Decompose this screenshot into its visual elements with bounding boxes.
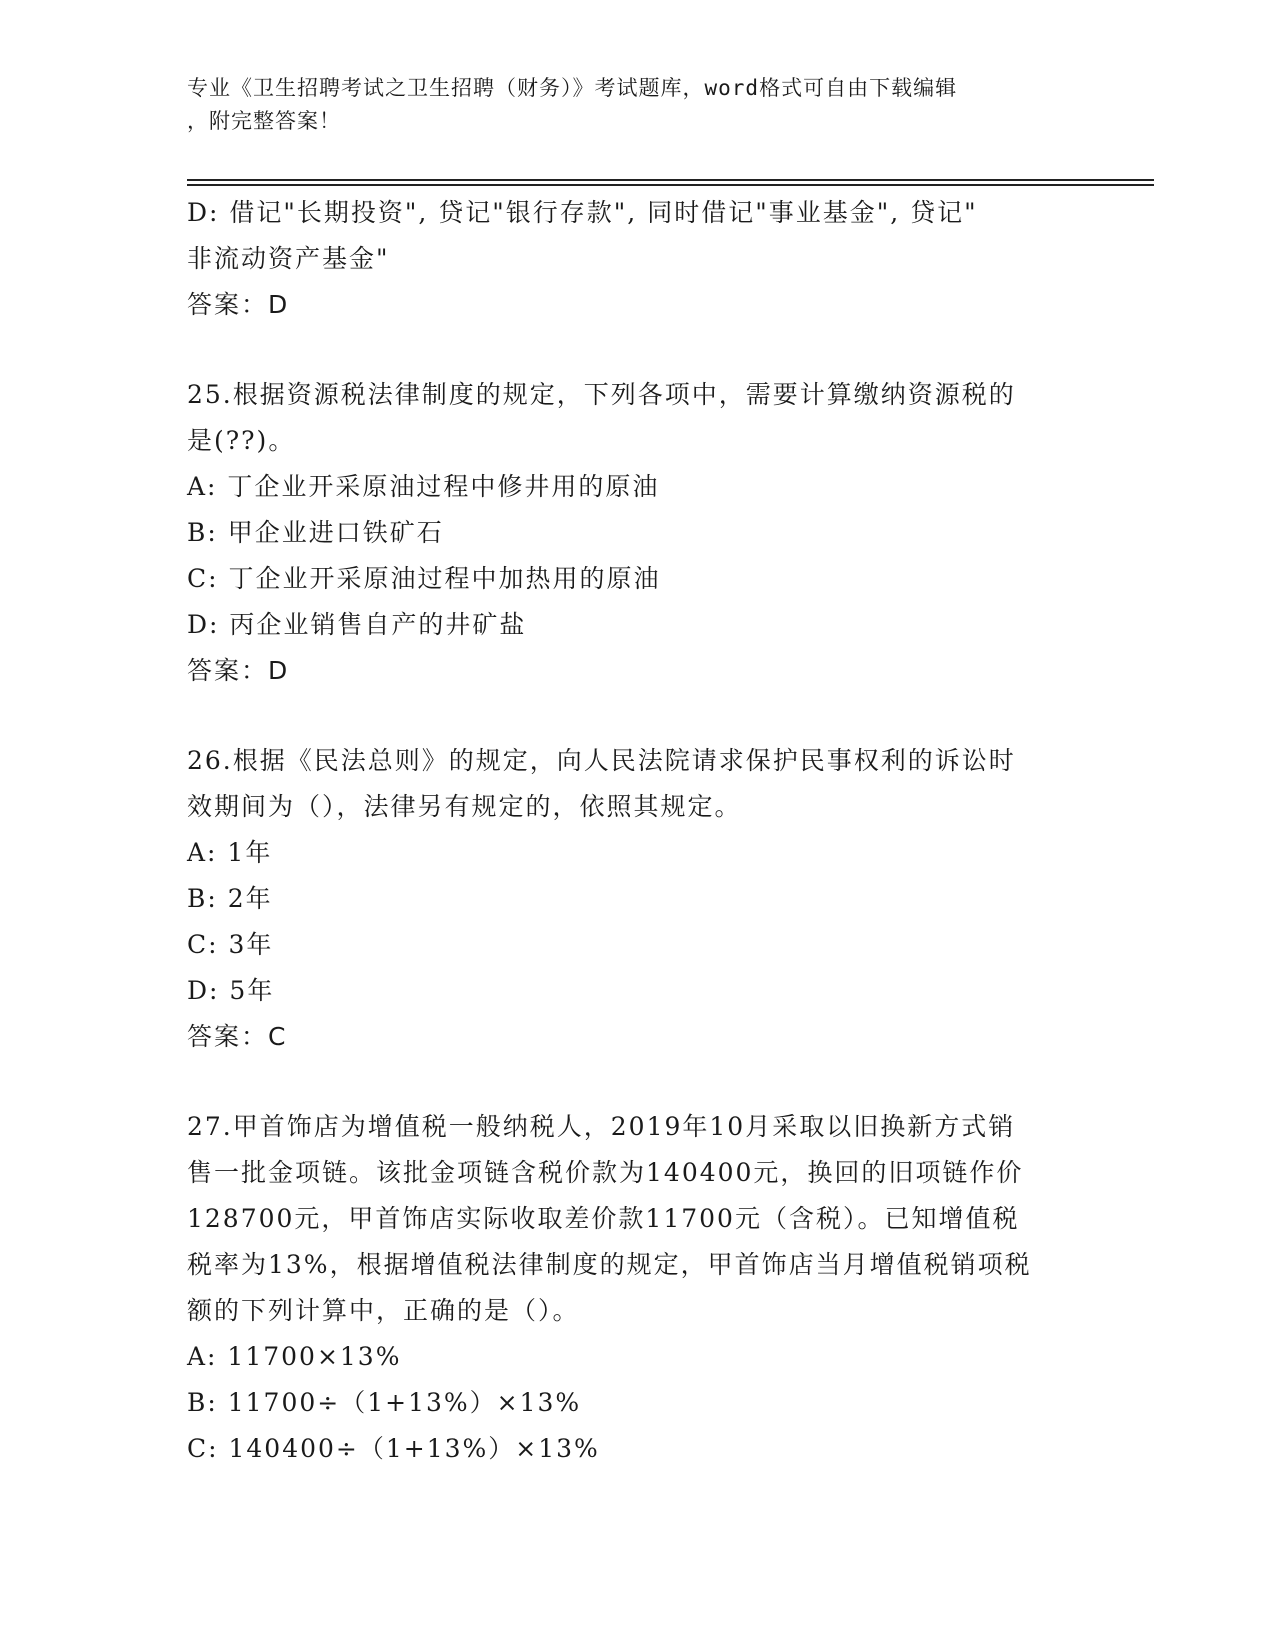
document-header	[187, 72, 1087, 138]
question-stem-line-1: 27.甲首饰店为增值税一般纳税人，2019年10月采取以旧换新方式销	[187, 1112, 1016, 1141]
option-a: A: 1年	[187, 838, 273, 867]
option-d: D: 丙企业销售自产的井矿盐	[187, 610, 527, 639]
option-d-line-2: 非流动资产基金"	[187, 244, 390, 273]
header-line-1: 专业《卫生招聘考试之卫生招聘（财务）》考试题库，word格式可自由下载编辑	[187, 76, 958, 100]
option-d-line-1: D: 借记"长期投资", 贷记"银行存款", 同时借记"事业基金", 贷记"	[187, 198, 978, 227]
option-c: C: 140400÷（1+13%）×13%	[187, 1434, 600, 1463]
question-stem-line-2: 是(??)。	[187, 426, 296, 455]
option-a: A: 丁企业开采原油过程中修井用的原油	[187, 472, 660, 501]
question-stem-line-1: 25.根据资源税法律制度的规定，下列各项中，需要计算缴纳资源税的	[187, 380, 1016, 409]
question-stem-line-2: 效期间为（），法律另有规定的，依照其规定。	[187, 792, 742, 821]
option-c: C: 丁企业开采原油过程中加热用的原油	[187, 564, 661, 593]
question-26	[187, 738, 1087, 1060]
question-stem-line-5: 额的下列计算中，正确的是（）。	[187, 1296, 580, 1325]
answer-label: 答案：D	[187, 656, 290, 685]
question-stem-line-3: 128700元，甲首饰店实际收取差价款11700元（含税）。已知增值税	[187, 1204, 1020, 1233]
header-rule-top	[187, 179, 1154, 181]
option-a: A: 11700×13%	[187, 1342, 402, 1371]
question-stem-line-2: 售一批金项链。该批金项链含税价款为140400元，换回的旧项链作价	[187, 1158, 1024, 1187]
option-b: B: 2年	[187, 884, 273, 913]
answer-label: 答案：D	[187, 290, 290, 319]
header-rule-bottom	[187, 184, 1154, 186]
question-stem-line-1: 26.根据《民法总则》的规定，向人民法院请求保护民事权利的诉讼时	[187, 746, 1016, 775]
option-c: C: 3年	[187, 930, 274, 959]
spacer	[187, 1060, 1087, 1104]
option-b: B: 11700÷（1+13%）×13%	[187, 1388, 582, 1417]
spacer	[187, 694, 1087, 738]
question-stem-line-4: 税率为13%，根据增值税法律制度的规定，甲首饰店当月增值税销项税	[187, 1250, 1032, 1279]
question-27	[187, 1104, 1087, 1472]
question-list	[187, 190, 1087, 1472]
answer-label: 答案：C	[187, 1022, 288, 1051]
question-24-tail	[187, 190, 1087, 328]
question-25	[187, 372, 1087, 694]
option-d: D: 5年	[187, 976, 275, 1005]
header-line-2: ，附完整答案！	[187, 109, 341, 133]
spacer	[187, 328, 1087, 372]
option-b: B: 甲企业进口铁矿石	[187, 518, 444, 547]
